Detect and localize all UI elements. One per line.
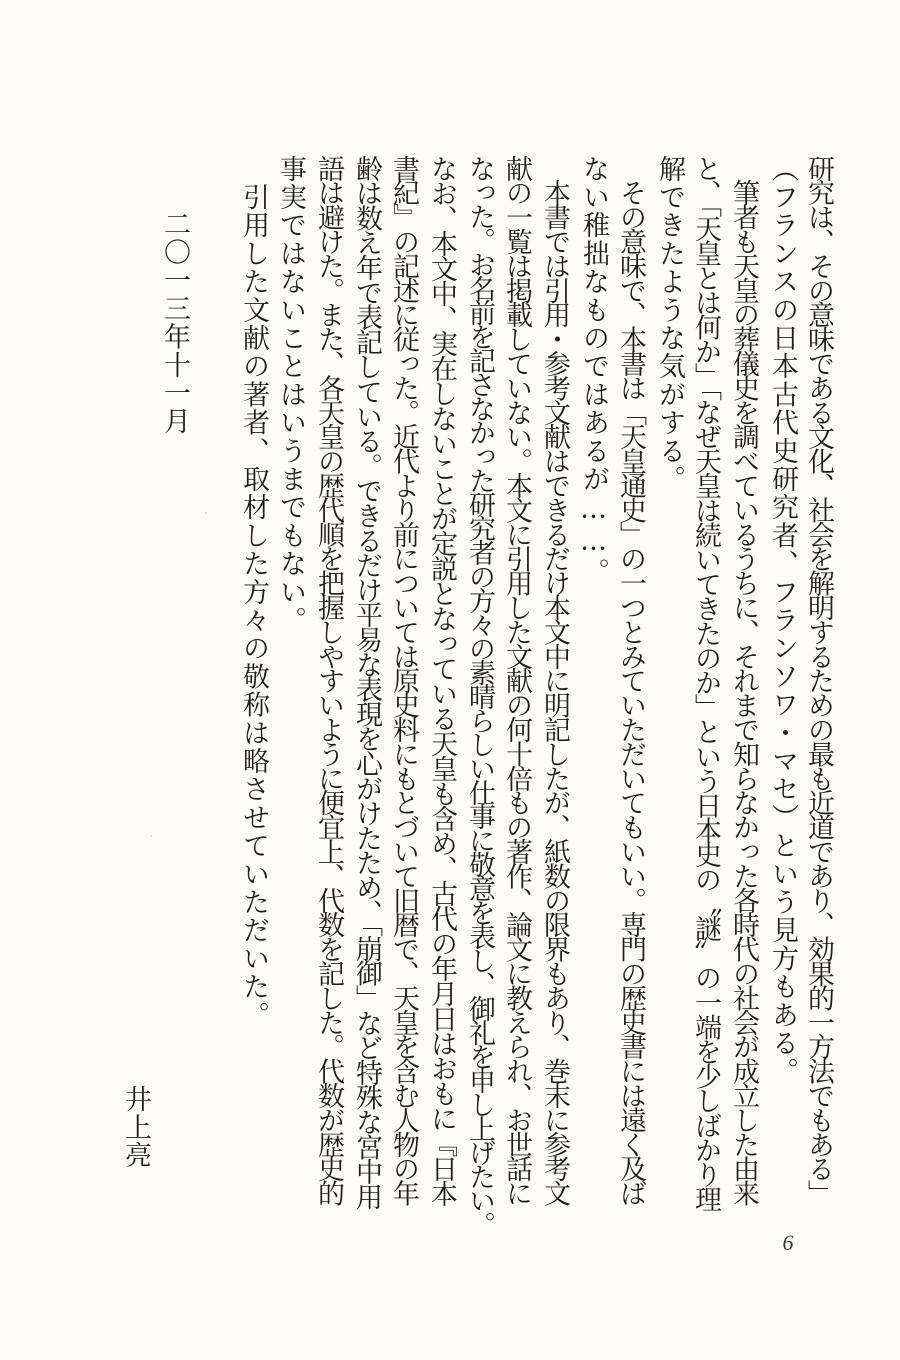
- text-column: 語は避けた。また、各天皇の歴代順を把握しやすいように便宜上、代数を記した。代数が歴史的: [313, 155, 344, 1205]
- text-column: 齢は数え年で表記している。できるだけ平易な表現を心がけたため、「崩御」など特殊な宮中用: [351, 155, 382, 1208]
- text-column: なお、本文中、実在しないことが定説となっている天皇も含め、古代の年月日はおもに『日本: [426, 155, 457, 1205]
- text-column: 解できたような気がする。: [654, 155, 685, 494]
- text-column: なった。お名前を記さなかった研究者の方々の素晴らしい仕事に敬意を表し、御礼を申し上げたい。: [464, 155, 495, 1235]
- page-number: 6: [782, 1230, 794, 1255]
- paper-speck: [205, 512, 207, 514]
- text-column: 引用した文献の著者、取材した方々の敬称は略させていただいた。: [238, 155, 269, 1030]
- text-column: 研究は、その意味である文化、社会を解明するための最も近道であり、効果的一方法でもある」: [803, 155, 834, 1205]
- text-column: 献の一覧は掲載していない。本文に引用した文献の何十倍もの著作、論文に教えられ、お世話に: [501, 155, 532, 1205]
- text-column: 事実ではないことはいうまでもない。: [275, 155, 306, 635]
- author-signature: 井上亮: [120, 1085, 151, 1170]
- text-column: と、「天皇とは何か」「なぜ天皇は続いてきたのか」という日本史の〝謎〟の一端を少しばかり理: [690, 155, 721, 1211]
- date: 二〇一三年十一月: [159, 210, 190, 436]
- text-column: 本書では引用・参考文献はできるだけ本文中に明記したが、紙数の限界もあり、巻末に参考文: [539, 155, 570, 1205]
- paper-speck: [150, 835, 152, 837]
- text-column: 書紀』の記述に従った。近代より前については原史料にもとづいて旧暦で、天皇を含む人物の年: [388, 155, 419, 1205]
- text-column: ない稚拙なものではあるが……。: [578, 155, 609, 586]
- text-column: 筆者も天皇の葬儀史を調べているうちに、それまで知らなかった各時代の社会が成立した由来: [728, 155, 759, 1205]
- text-column: （フランスの日本古代史研究者、フランソワ・マセ）という見方もある。: [767, 155, 798, 1086]
- text-column: その意味で、本書は「天皇通史」の一つとみていただいてもいい。専門の歴史書には遠く及ば: [615, 155, 646, 1205]
